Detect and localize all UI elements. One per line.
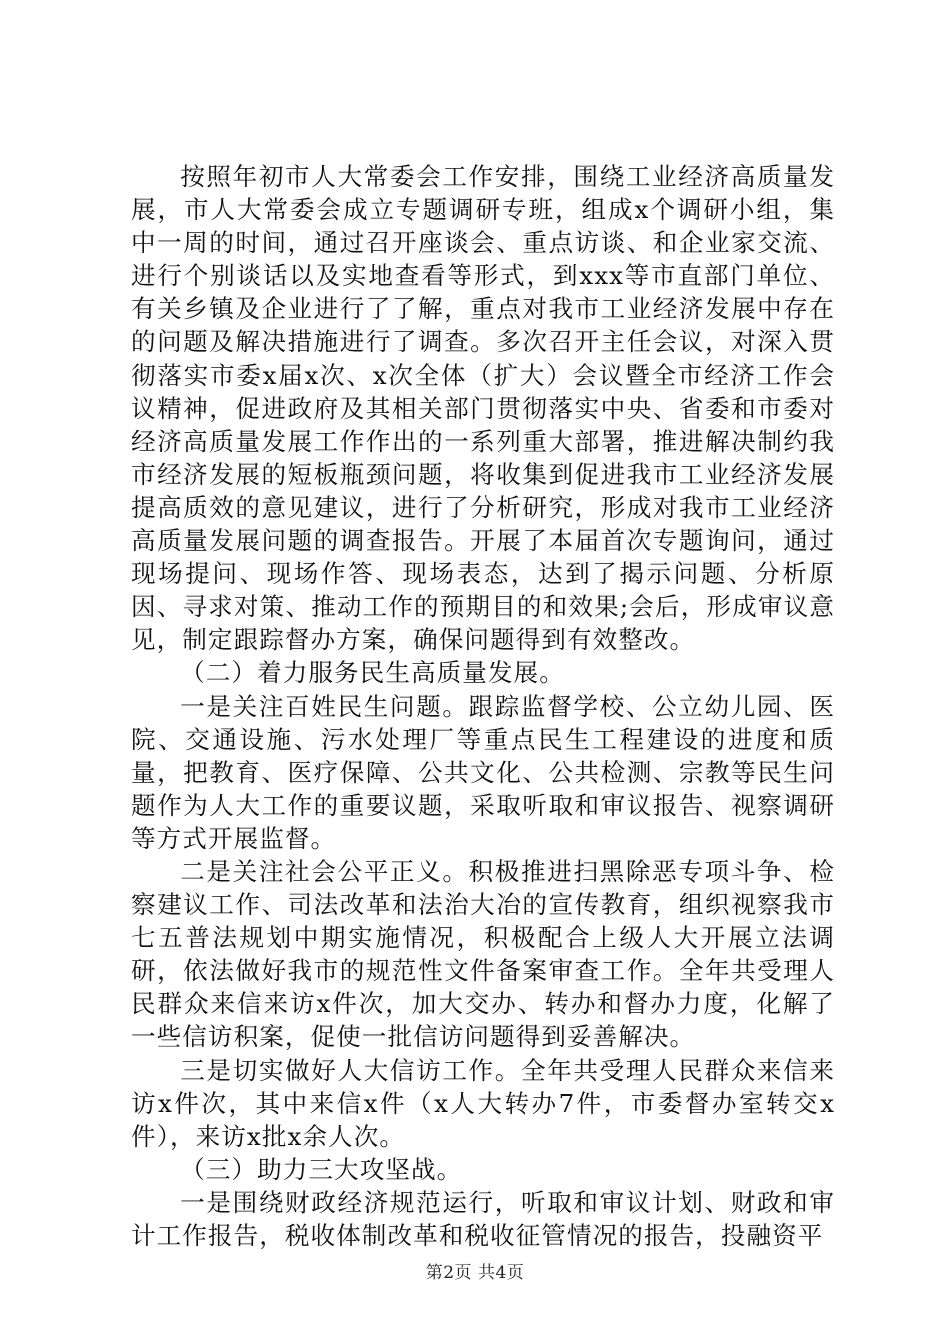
- paragraph-3-1: 一是围绕财政经济规范运行，听取和审议计划、财政和审计工作报告，税收体制改革和税收征管情况的报告，投融资平: [131, 1187, 835, 1250]
- paragraph-2-3: 三是切实做好人大信访工作。全年共受理人民群众来信来访x件次，其中来信x件（x人大转办7件，市委督办室转交x件），来访x批x余人次。: [131, 1055, 835, 1151]
- paragraph-1: 按照年初市人大常委会工作安排，围绕工业经济高质量发展，市人大常委会成立专题调研专班，组成x个调研小组，集中一周的时间，通过召开座谈会、重点访谈、和企业家交流、进行个别谈话以及实地查看等形式，到xxx等市直部门单位、有关乡镇及企业进行了了解，重点对我市工业经济发展中存在的问题及解决措施进行了调查。多次召开主任会议，对深入贯彻落实市委x届x次、x次全体（扩大）会议暨全市经济工作会议精神，促进政府及其相关部门贯彻落实中央、省委和市委对经济高质量发展工作作出的一系列重大部署，推进解决制约我市经济发展的短板瓶颈问题，将收集到促进我市工业经济发展提高质效的意见建议，进行了分析研究，形成对我市工业经济高质量发展问题的调查报告。开展了本届首次专题询问，通过现场提问、现场作答、现场表态，达到了揭示问题、分析原因、寻求对策、推动工作的预期目的和效果;会后，形成审议意见，制定跟踪督办方案，确保问题得到有效整改。: [131, 162, 835, 655]
- page-number-footer: 第2页 共4页: [425, 1263, 525, 1283]
- paragraph-2-2: 二是关注社会公平正义。积极推进扫黑除恶专项斗争、检察建议工作、司法改革和法治大冶的宣传教育，组织视察我市七五普法规划中期实施情况，积极配合上级人大开展立法调研，依法做好我市的规范性文件备案审查工作。全年共受理人民群众来信来访x件次，加大交办、转办和督办力度，化解了一些信访积案，促使一批信访问题得到妥善解决。: [131, 856, 835, 1052]
- section-heading-2: （二）着力服务民生高质量发展。: [180, 658, 565, 688]
- document-body: [131, 160, 835, 1252]
- section-heading-3: （三）助力三大攻坚战。: [180, 1154, 463, 1184]
- paragraph-2-1: 一是关注百姓民生问题。跟踪监督学校、公立幼儿园、医院、交通设施、污水处理厂等重点民生工程建设的进度和质量，把教育、医疗保障、公共文化、公共检测、宗教等民生问题作为人大工作的重要议题，采取听取和审议报告、视察调研等方式开展监督。: [131, 691, 835, 853]
